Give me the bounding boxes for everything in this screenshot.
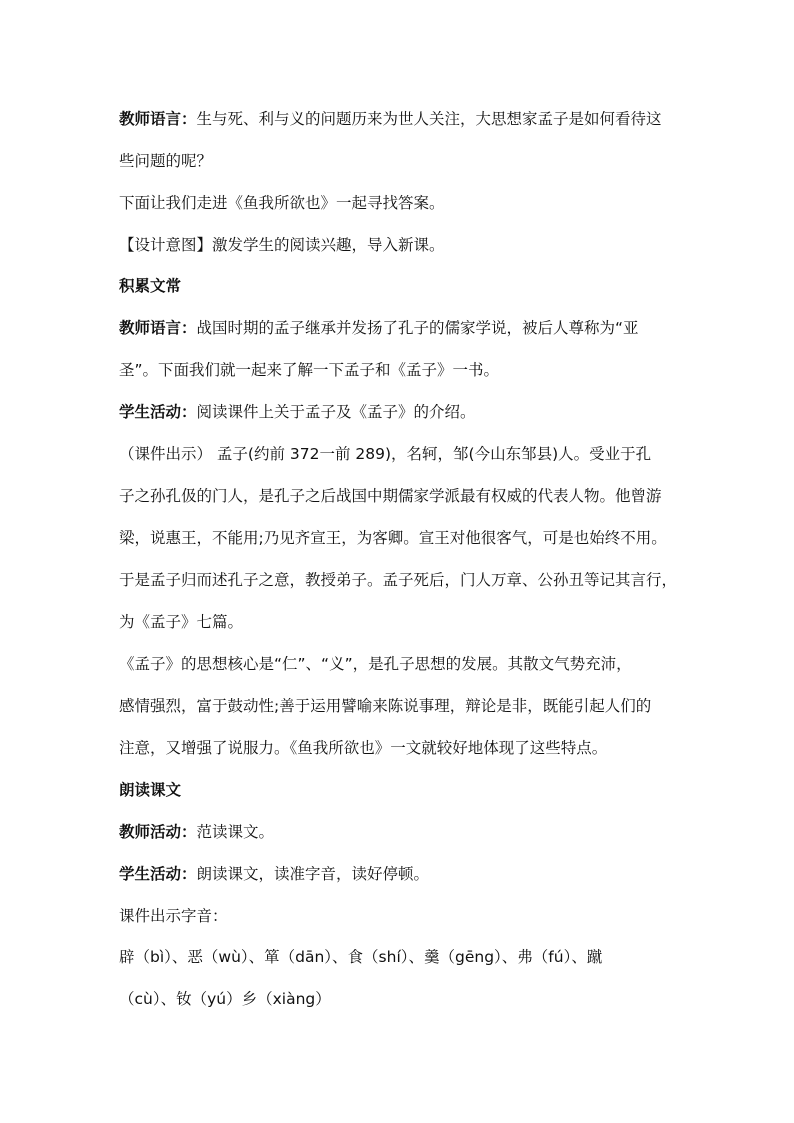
intro-text-line2: 些问题的呢？ xyxy=(119,152,213,170)
teacher-language-line1: 战国时期的孟子继承并发扬了孔子的儒家学说，被后人尊称为“亚 xyxy=(196,319,639,337)
design-intent: 【设计意图】激发学生的阅读兴趣，导入新课。 xyxy=(119,236,445,254)
section-heading-reading: 朗读课文 xyxy=(119,781,182,799)
courseware-line: 梁，说惠王，不能用;乃见齐宣王，为客卿。宣王对他很客气，可是也始终不用。 xyxy=(119,529,667,547)
courseware-line: 于是孟子归而述孔子之意，教授弟子。孟子死后，门人万章、公孙丑等记其言行， xyxy=(119,571,678,589)
teacher-activity-text: 范读课文。 xyxy=(196,823,275,841)
student-activity-text: 阅读课件上关于孟子及《孟子》的介绍。 xyxy=(196,403,476,421)
courseware-line: 为《孟子》七篇。 xyxy=(119,613,244,631)
student-activity-paragraph xyxy=(119,864,429,884)
intro-paragraph xyxy=(119,109,662,129)
intro-text-line3: 下面让我们走进《鱼我所欲也》一起寻找答案。 xyxy=(119,194,445,212)
thought-line: 《孟子》的思想核心是“仁”、“义”，是孔子思想的发展。其散文气势充沛， xyxy=(119,655,632,673)
pronunciation-line2: （cù）、钕（yú）乡（xiàng） xyxy=(119,990,331,1008)
student-activity-paragraph xyxy=(119,402,476,422)
thought-line: 感情强烈，富于鼓动性;善于运用譬喻来陈说事理，辩论是非，既能引起人们的 xyxy=(119,697,652,715)
teacher-activity-label: 教师活动： xyxy=(119,823,197,841)
courseware-line: 子之孙孔伋的门人，是孔子之后战国中期儒家学派最有权威的代表人物。他曾游 xyxy=(119,487,662,505)
teacher-language-line2: 圣”。下面我们就一起来了解一下孟子和《孟子》一书。 xyxy=(119,361,500,379)
student-activity-label: 学生活动： xyxy=(119,865,197,883)
student-activity-label: 学生活动： xyxy=(119,403,197,421)
teacher-language-label: 教师语言： xyxy=(119,110,197,128)
pronunciation-line1: 辟（bì）、恶（wù）、箪（dān）、食（shí）、羹（gēng）、弗（fú）、蹴 xyxy=(119,948,603,966)
intro-text-line1: 生与死、利与义的问题历来为世人关注，大思想家孟子是如何看待这 xyxy=(196,110,662,128)
student-activity-text: 朗读课文，读准字音，读好停顿。 xyxy=(196,865,430,883)
courseware-line: （课件出示） 孟子(约前 372一前 289)，名轲，邹(今山东邹县)人。受业于孔 xyxy=(119,445,652,463)
teacher-language-label: 教师语言： xyxy=(119,319,197,337)
section-heading-accumulate: 积累文常 xyxy=(119,277,182,295)
teacher-language-paragraph xyxy=(119,318,639,338)
pronunciation-title: 课件出示字音： xyxy=(119,907,228,925)
teacher-activity-paragraph xyxy=(119,822,274,842)
thought-line: 注意，又增强了说服力。《鱼我所欲也》一文就较好地体现了这些特点。 xyxy=(119,739,608,757)
